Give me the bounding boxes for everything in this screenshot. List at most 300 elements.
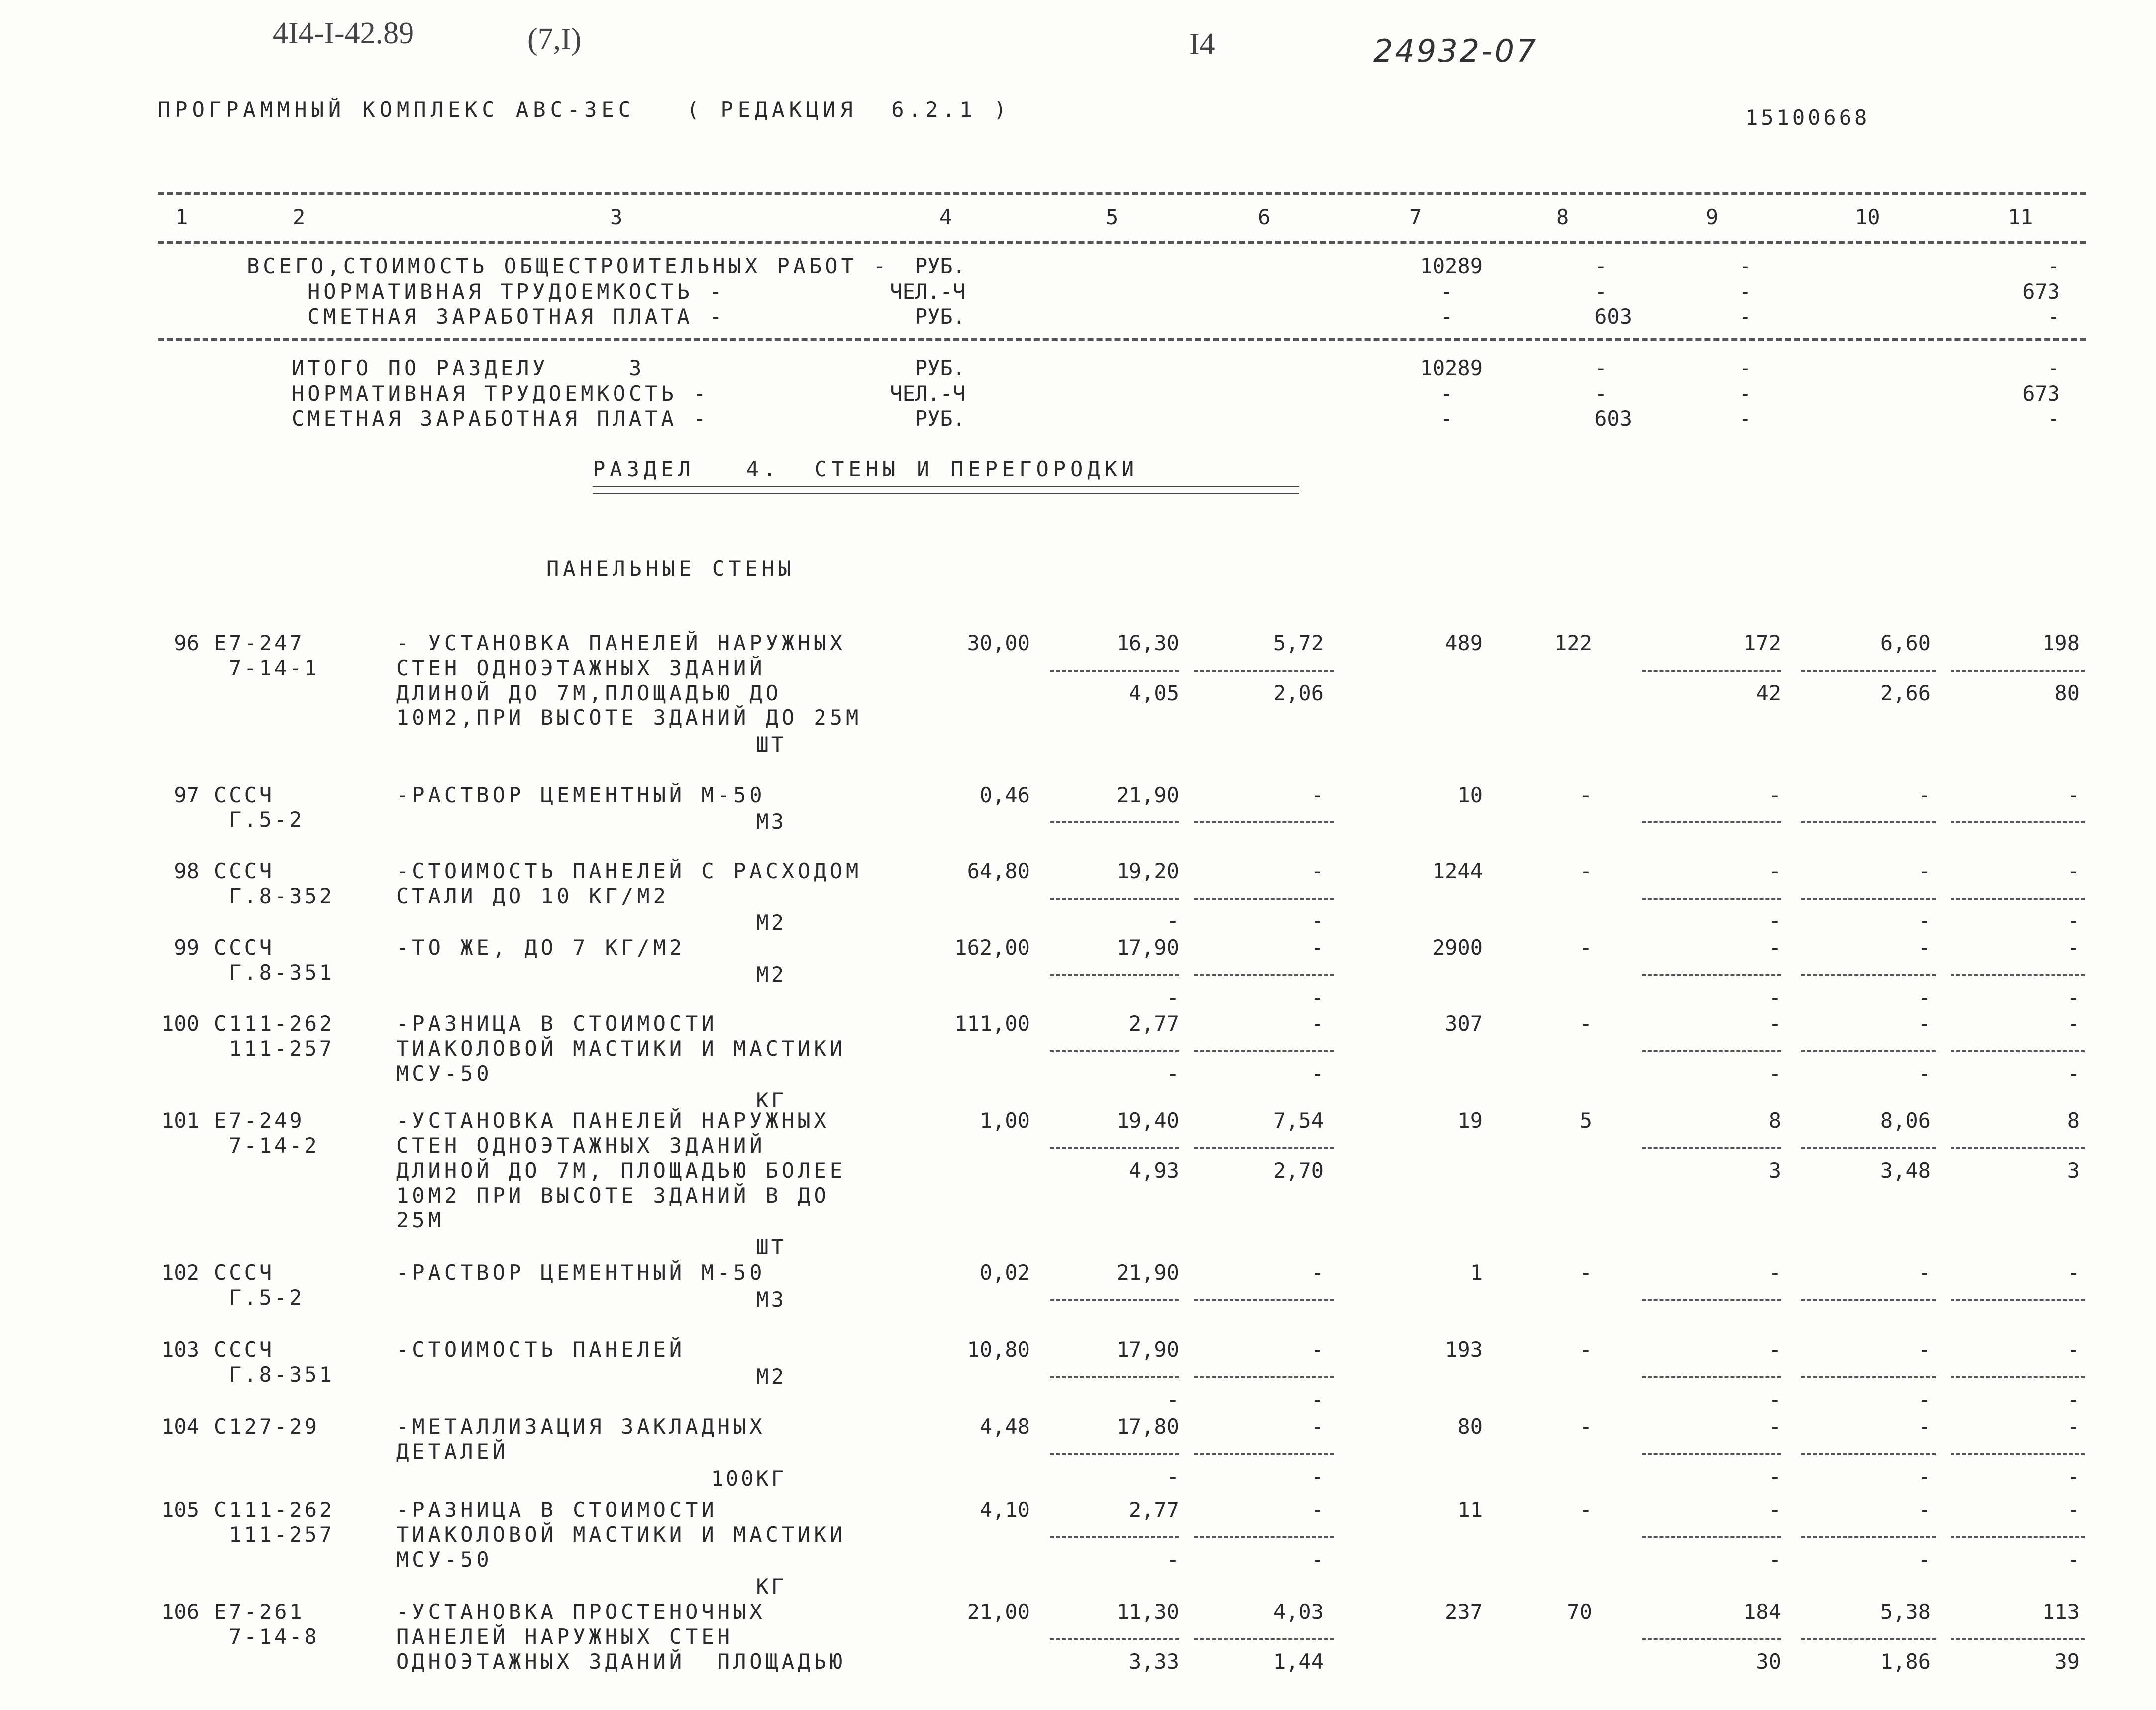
- unit-cost: 19,20: [1116, 859, 1179, 883]
- total-wages: 122: [1554, 631, 1592, 655]
- unit-cost: 21,90: [1116, 1260, 1179, 1285]
- unit-machine-wages: 2,70: [1273, 1158, 1324, 1183]
- summary-value: 10289: [1420, 254, 1483, 278]
- unit-labor-machine: 1,86: [1880, 1649, 1931, 1674]
- total-labor-machine: -: [2067, 1387, 2080, 1411]
- unit-machine-wages: 2,06: [1273, 681, 1324, 705]
- norm-code: СССЧ: [214, 935, 275, 960]
- header-bottom-rule: [158, 241, 2086, 244]
- summary-divider-rule: [158, 338, 2086, 341]
- total-wages: -: [1579, 1498, 1592, 1522]
- unit-labor: -: [1918, 1498, 1931, 1522]
- unit-machine-wages: -: [1311, 985, 1324, 1009]
- norm-code-sub: 111-257: [229, 1036, 335, 1061]
- total-labor: -: [2067, 1260, 2080, 1285]
- summary-unit: РУБ.: [915, 304, 965, 329]
- total-cost: 237: [1445, 1600, 1483, 1624]
- unit-labor-machine: -: [1918, 1061, 1931, 1086]
- total-machine-wages: -: [1768, 908, 1781, 933]
- unit-machine-cost: -: [1311, 1414, 1324, 1439]
- summary-label: НОРМАТИВНАЯ ТРУДОЕМКОСТЬ -: [308, 279, 725, 303]
- unit-machine-wages: -: [1311, 1547, 1324, 1572]
- cell-divider-rule: [1194, 1453, 1334, 1455]
- part-number: (7,I): [527, 22, 582, 56]
- total-machine-cost: -: [1768, 1337, 1781, 1362]
- unit-machine-wages: -: [1311, 1387, 1324, 1411]
- total-machine-wages: -: [1768, 1061, 1781, 1086]
- unit-labor: 6,60: [1880, 631, 1931, 655]
- unit-of-measure: 100КГ: [711, 1466, 786, 1491]
- total-labor-machine: -: [2067, 908, 2080, 933]
- norm-code: Е7-249: [214, 1108, 305, 1133]
- cell-divider-rule: [1194, 1376, 1334, 1378]
- quantity: 64,80: [967, 859, 1030, 883]
- norm-code-sub: Г.5-2: [229, 1285, 305, 1309]
- column-number: 10: [1855, 205, 1880, 229]
- summary-unit: РУБ.: [915, 254, 965, 278]
- cell-divider-rule: [1194, 974, 1334, 976]
- unit-machine-cost: 7,54: [1273, 1108, 1324, 1133]
- cell-divider-rule: [1801, 1299, 1936, 1301]
- unit-of-measure: КГ: [756, 1088, 786, 1112]
- column-number: 3: [610, 205, 623, 229]
- quantity: 0,02: [979, 1260, 1030, 1285]
- total-cost: 193: [1445, 1337, 1483, 1362]
- quantity: 21,00: [967, 1600, 1030, 1624]
- cell-divider-rule: [1050, 1299, 1179, 1301]
- total-machine-wages: -: [1768, 985, 1781, 1009]
- cell-divider-rule: [1801, 670, 1936, 672]
- norm-code-sub: Г.8-351: [229, 1362, 335, 1387]
- section-title: РАЗДЕЛ 4. СТЕНЫ И ПЕРЕГОРОДКИ: [593, 457, 1139, 481]
- work-description: -ТО ЖЕ, ДО 7 КГ/М2: [396, 935, 686, 960]
- summary-value: -: [1594, 356, 1607, 380]
- total-cost: 1: [1470, 1260, 1483, 1285]
- summary-value: -: [1594, 381, 1607, 405]
- total-cost: 307: [1445, 1011, 1483, 1036]
- quantity: 30,00: [967, 631, 1030, 655]
- cell-divider-rule: [1050, 898, 1179, 900]
- cell-divider-rule: [1642, 1050, 1781, 1052]
- page-number: I4: [1189, 27, 1215, 61]
- unit-machine-cost: -: [1311, 1260, 1324, 1285]
- cell-divider-rule: [1194, 1536, 1334, 1538]
- total-cost: 489: [1445, 631, 1483, 655]
- unit-machine-wages: -: [1311, 1464, 1324, 1489]
- summary-label: СМЕТНАЯ ЗАРАБОТНАЯ ПЛАТА -: [308, 304, 725, 329]
- total-wages: -: [1579, 1414, 1592, 1439]
- quantity: 162,00: [954, 935, 1030, 960]
- column-number: 6: [1258, 205, 1271, 229]
- cell-divider-rule: [1801, 1453, 1936, 1455]
- cell-divider-rule: [1801, 1147, 1936, 1149]
- total-wages: 5: [1579, 1108, 1592, 1133]
- work-description: -МЕТАЛЛИЗАЦИЯ ЗАКЛАДНЫХ ДЕТАЛЕЙ: [396, 1414, 766, 1464]
- summary-value: -: [2047, 304, 2060, 329]
- work-description: - УСТАНОВКА ПАНЕЛЕЙ НАРУЖНЫХ СТЕН ОДНОЭТАЖНЫХ ЗДАНИЙ ДЛИНОЙ ДО 7М,ПЛОЩАДЬЮ ДО 10М2,ПРИ ВЫСОТЕ ЗДАНИЙ ДО 25М: [396, 631, 862, 730]
- cell-divider-rule: [1194, 1147, 1334, 1149]
- total-cost: 2900: [1432, 935, 1483, 960]
- total-machine-cost: 184: [1744, 1600, 1781, 1624]
- total-cost: 80: [1457, 1414, 1483, 1439]
- total-labor: -: [2067, 1414, 2080, 1439]
- summary-value: -: [1440, 381, 1453, 405]
- summary-value: -: [1739, 304, 1751, 329]
- cell-divider-rule: [1050, 1536, 1179, 1538]
- cell-divider-rule: [1194, 1638, 1334, 1640]
- total-labor-machine: -: [2067, 985, 2080, 1009]
- summary-value: -: [2047, 356, 2060, 380]
- unit-cost-wages: -: [1166, 1387, 1179, 1411]
- row-number: 100: [161, 1011, 199, 1036]
- cell-divider-rule: [1642, 1638, 1781, 1640]
- summary-label: ВСЕГО,СТОИМОСТЬ ОБЩЕСТРОИТЕЛЬНЫХ РАБОТ -: [247, 254, 890, 278]
- unit-cost: 19,40: [1116, 1108, 1179, 1133]
- unit-cost-wages: -: [1166, 1464, 1179, 1489]
- work-description: -РАСТВОР ЦЕМЕНТНЫЙ М-50: [396, 783, 766, 807]
- total-cost: 19: [1457, 1108, 1483, 1133]
- cell-divider-rule: [1951, 1376, 2085, 1378]
- cell-divider-rule: [1642, 974, 1781, 976]
- unit-labor-machine: -: [1918, 1464, 1931, 1489]
- norm-code: СССЧ: [214, 859, 275, 883]
- cell-divider-rule: [1050, 974, 1179, 976]
- norm-code-sub: 7-14-1: [229, 656, 319, 680]
- cell-divider-rule: [1951, 1638, 2085, 1640]
- row-number: 105: [161, 1498, 199, 1522]
- unit-labor: 5,38: [1880, 1600, 1931, 1624]
- unit-cost-wages: 4,05: [1129, 681, 1179, 705]
- quantity: 4,10: [979, 1498, 1030, 1522]
- total-machine-cost: -: [1768, 859, 1781, 883]
- summary-value: -: [2047, 406, 2060, 431]
- unit-labor-machine: -: [1918, 908, 1931, 933]
- cell-divider-rule: [1050, 1147, 1179, 1149]
- unit-cost: 16,30: [1116, 631, 1179, 655]
- total-wages: -: [1579, 1337, 1592, 1362]
- unit-cost-wages: -: [1166, 985, 1179, 1009]
- cell-divider-rule: [1951, 1299, 2085, 1301]
- cell-divider-rule: [1050, 1050, 1179, 1052]
- total-wages: -: [1579, 1011, 1592, 1036]
- row-number: 103: [161, 1337, 199, 1362]
- unit-machine-cost: -: [1311, 1011, 1324, 1036]
- summary-value: -: [1739, 254, 1751, 278]
- total-wages: -: [1579, 859, 1592, 883]
- summary-value: -: [1440, 406, 1453, 431]
- total-labor: 113: [2042, 1600, 2080, 1624]
- unit-labor: -: [1918, 859, 1931, 883]
- total-wages: 70: [1567, 1600, 1592, 1624]
- quantity: 4,48: [979, 1414, 1030, 1439]
- total-labor-machine: 3: [2067, 1158, 2080, 1183]
- cell-divider-rule: [1050, 1376, 1179, 1378]
- total-labor-machine: -: [2067, 1547, 2080, 1572]
- total-labor-machine: -: [2067, 1464, 2080, 1489]
- total-machine-wages: 42: [1756, 681, 1781, 705]
- total-wages: -: [1579, 1260, 1592, 1285]
- norm-code: С111-262: [214, 1498, 335, 1522]
- total-labor-machine: 80: [2054, 681, 2080, 705]
- total-cost: 1244: [1432, 859, 1483, 883]
- column-number: 9: [1706, 205, 1719, 229]
- section-title-underline: [593, 485, 1299, 494]
- total-labor: -: [2067, 1337, 2080, 1362]
- cell-divider-rule: [1801, 1050, 1936, 1052]
- unit-labor: -: [1918, 783, 1931, 807]
- unit-of-measure: М3: [756, 809, 786, 834]
- total-machine-cost: 8: [1768, 1108, 1781, 1133]
- total-machine-wages: -: [1768, 1464, 1781, 1489]
- row-number: 104: [161, 1414, 199, 1439]
- summary-value: -: [1739, 356, 1751, 380]
- total-machine-wages: 30: [1756, 1649, 1781, 1674]
- quantity: 111,00: [954, 1011, 1030, 1036]
- row-number: 97: [174, 783, 199, 807]
- cell-divider-rule: [1642, 1536, 1781, 1538]
- cell-divider-rule: [1050, 821, 1179, 823]
- total-machine-wages: 3: [1768, 1158, 1781, 1183]
- unit-labor: -: [1918, 1414, 1931, 1439]
- work-description: -РАЗНИЦА В СТОИМОСТИ ТИАКОЛОВОЙ МАСТИКИ И МАСТИКИ МСУ-50: [396, 1498, 846, 1572]
- work-description: -УСТАНОВКА ПРОСТЕНОЧНЫХ ПАНЕЛЕЙ НАРУЖНЫХ СТЕН ОДНОЭТАЖНЫХ ЗДАНИЙ ПЛОЩАДЬЮ: [396, 1600, 846, 1674]
- total-machine-wages: -: [1768, 1387, 1781, 1411]
- cell-divider-rule: [1951, 974, 2085, 976]
- unit-cost-wages: 4,93: [1129, 1158, 1179, 1183]
- cell-divider-rule: [1642, 1299, 1781, 1301]
- work-description: -УСТАНОВКА ПАНЕЛЕЙ НАРУЖНЫХ СТЕН ОДНОЭТАЖНЫХ ЗДАНИЙ ДЛИНОЙ ДО 7М, ПЛОЩАДЬЮ БОЛЕЕ 10М2 ПРИ ВЫСОТЕ ЗДАНИЙ В ДО 25М: [396, 1108, 846, 1232]
- unit-cost: 2,77: [1129, 1011, 1179, 1036]
- cell-divider-rule: [1951, 1050, 2085, 1052]
- summary-label: ИТОГО ПО РАЗДЕЛУ 3: [292, 356, 645, 380]
- unit-labor: 8,06: [1880, 1108, 1931, 1133]
- unit-cost: 17,80: [1116, 1414, 1179, 1439]
- table-top-rule: [158, 192, 2086, 195]
- cell-divider-rule: [1194, 1050, 1334, 1052]
- unit-machine-wages: -: [1311, 1061, 1324, 1086]
- unit-machine-wages: -: [1311, 908, 1324, 933]
- norm-code-sub: 7-14-2: [229, 1133, 319, 1158]
- cell-divider-rule: [1951, 1536, 2085, 1538]
- cell-divider-rule: [1801, 974, 1936, 976]
- unit-of-measure: ШТ: [756, 732, 786, 757]
- quantity: 10,80: [967, 1337, 1030, 1362]
- total-machine-wages: -: [1768, 1547, 1781, 1572]
- summary-unit: РУБ.: [915, 406, 965, 431]
- subsection-title: ПАНЕЛЬНЫЕ СТЕНЫ: [546, 556, 795, 581]
- summary-value: -: [1739, 279, 1751, 303]
- summary-value: 673: [2022, 381, 2060, 405]
- cell-divider-rule: [1050, 1453, 1179, 1455]
- unit-labor-machine: -: [1918, 985, 1931, 1009]
- total-labor: -: [2067, 783, 2080, 807]
- row-number: 96: [174, 631, 199, 655]
- cell-divider-rule: [1951, 1147, 2085, 1149]
- row-number: 98: [174, 859, 199, 883]
- unit-labor: -: [1918, 935, 1931, 960]
- summary-value: -: [1594, 279, 1607, 303]
- cell-divider-rule: [1642, 1376, 1781, 1378]
- total-wages: -: [1579, 783, 1592, 807]
- norm-code-sub: Г.8-351: [229, 960, 335, 985]
- total-machine-cost: -: [1768, 1414, 1781, 1439]
- norm-code-sub: Г.8-352: [229, 884, 335, 908]
- cell-divider-rule: [1642, 898, 1781, 900]
- unit-cost: 17,90: [1116, 1337, 1179, 1362]
- total-machine-cost: -: [1768, 1011, 1781, 1036]
- summary-value: -: [1594, 254, 1607, 278]
- unit-cost: 2,77: [1129, 1498, 1179, 1522]
- unit-machine-cost: -: [1311, 935, 1324, 960]
- norm-code: СССЧ: [214, 783, 275, 807]
- work-description: -РАСТВОР ЦЕМЕНТНЫЙ М-50: [396, 1260, 766, 1285]
- cell-divider-rule: [1050, 670, 1179, 672]
- summary-value: -: [1440, 304, 1453, 329]
- unit-machine-cost: 4,03: [1273, 1600, 1324, 1624]
- norm-code: С111-262: [214, 1011, 335, 1036]
- unit-cost-wages: -: [1166, 908, 1179, 933]
- cell-divider-rule: [1642, 1453, 1781, 1455]
- unit-labor: -: [1918, 1337, 1931, 1362]
- cell-divider-rule: [1194, 821, 1334, 823]
- unit-cost: 11,30: [1116, 1600, 1179, 1624]
- summary-label: СМЕТНАЯ ЗАРАБОТНАЯ ПЛАТА -: [292, 406, 710, 431]
- cell-divider-rule: [1801, 1638, 1936, 1640]
- quantity: 0,46: [979, 783, 1030, 807]
- summary-label: НОРМАТИВНАЯ ТРУДОЕМКОСТЬ -: [292, 381, 710, 405]
- total-labor: -: [2067, 1011, 2080, 1036]
- unit-machine-cost: -: [1311, 859, 1324, 883]
- column-number: 1: [175, 205, 188, 229]
- summary-value: 603: [1594, 406, 1632, 431]
- norm-code: Е7-247: [214, 631, 305, 655]
- unit-of-measure: М2: [756, 962, 786, 987]
- summary-value: -: [2047, 254, 2060, 278]
- total-machine-cost: 172: [1744, 631, 1781, 655]
- column-number: 8: [1556, 205, 1569, 229]
- total-machine-cost: -: [1768, 935, 1781, 960]
- cell-divider-rule: [1951, 1453, 2085, 1455]
- total-labor: 198: [2042, 631, 2080, 655]
- unit-labor-machine: -: [1918, 1547, 1931, 1572]
- total-cost: 11: [1457, 1498, 1483, 1522]
- norm-code: СССЧ: [214, 1337, 275, 1362]
- summary-unit: ЧЕЛ.-Ч: [890, 381, 965, 405]
- unit-labor: -: [1918, 1011, 1931, 1036]
- unit-machine-cost: 5,72: [1273, 631, 1324, 655]
- cell-divider-rule: [1801, 1376, 1936, 1378]
- unit-machine-wages: 1,44: [1273, 1649, 1324, 1674]
- unit-of-measure: М2: [756, 1364, 786, 1389]
- summary-unit: РУБ.: [915, 356, 965, 380]
- handwritten-number: 24932-07: [1373, 33, 1538, 69]
- unit-of-measure: ШТ: [756, 1235, 786, 1259]
- unit-of-measure: М2: [756, 910, 786, 935]
- norm-code-sub: 111-257: [229, 1522, 335, 1547]
- program-title: ПРОГРАММНЫЙ КОМПЛЕКС АВС-ЗЕС ( РЕДАКЦИЯ 6.2.1 ): [158, 98, 1011, 122]
- cell-divider-rule: [1642, 1147, 1781, 1149]
- unit-machine-cost: -: [1311, 1498, 1324, 1522]
- total-wages: -: [1579, 935, 1592, 960]
- unit-cost-wages: -: [1166, 1547, 1179, 1572]
- work-description: -СТОИМОСТЬ ПАНЕЛЕЙ С РАСХОДОМ СТАЛИ ДО 10 КГ/М2: [396, 859, 862, 908]
- cell-divider-rule: [1194, 898, 1334, 900]
- unit-cost-wages: 3,33: [1129, 1649, 1179, 1674]
- norm-code: С127-29: [214, 1414, 320, 1439]
- row-number: 102: [161, 1260, 199, 1285]
- unit-machine-cost: -: [1311, 1337, 1324, 1362]
- cell-divider-rule: [1050, 1638, 1179, 1640]
- norm-code: Е7-261: [214, 1600, 305, 1624]
- column-number: 5: [1106, 205, 1119, 229]
- unit-cost: 17,90: [1116, 935, 1179, 960]
- cell-divider-rule: [1951, 670, 2085, 672]
- column-number: 11: [2008, 205, 2033, 229]
- cell-divider-rule: [1801, 898, 1936, 900]
- norm-code-sub: 7-14-8: [229, 1624, 319, 1649]
- unit-labor-machine: 3,48: [1880, 1158, 1931, 1183]
- total-machine-cost: -: [1768, 783, 1781, 807]
- summary-value: -: [1739, 406, 1751, 431]
- total-labor: -: [2067, 935, 2080, 960]
- cell-divider-rule: [1642, 821, 1781, 823]
- cell-divider-rule: [1951, 821, 2085, 823]
- cell-divider-rule: [1194, 670, 1334, 672]
- cell-divider-rule: [1801, 1536, 1936, 1538]
- summary-value: 673: [2022, 279, 2060, 303]
- summary-value: -: [1739, 381, 1751, 405]
- total-cost: 10: [1457, 783, 1483, 807]
- summary-value: 10289: [1420, 356, 1483, 380]
- total-machine-cost: -: [1768, 1498, 1781, 1522]
- unit-of-measure: КГ: [756, 1574, 786, 1599]
- column-number: 7: [1409, 205, 1422, 229]
- summary-value: -: [1440, 279, 1453, 303]
- unit-machine-cost: -: [1311, 783, 1324, 807]
- summary-unit: ЧЕЛ.-Ч: [890, 279, 965, 303]
- total-labor: -: [2067, 1498, 2080, 1522]
- column-number: 4: [939, 205, 952, 229]
- total-machine-cost: -: [1768, 1260, 1781, 1285]
- unit-cost: 21,90: [1116, 783, 1179, 807]
- column-number: 2: [293, 205, 306, 229]
- quantity: 1,00: [979, 1108, 1030, 1133]
- unit-cost-wages: -: [1166, 1061, 1179, 1086]
- norm-code-sub: Г.5-2: [229, 807, 305, 832]
- work-description: -РАЗНИЦА В СТОИМОСТИ ТИАКОЛОВОЙ МАСТИКИ И МАСТИКИ МСУ-50: [396, 1011, 846, 1086]
- row-number: 101: [161, 1108, 199, 1133]
- work-description: -СТОИМОСТЬ ПАНЕЛЕЙ: [396, 1337, 686, 1362]
- unit-labor-machine: 2,66: [1880, 681, 1931, 705]
- cell-divider-rule: [1951, 898, 2085, 900]
- total-labor: 8: [2067, 1108, 2080, 1133]
- program-code: 15100668: [1745, 105, 1870, 130]
- total-labor: -: [2067, 859, 2080, 883]
- norm-code: СССЧ: [214, 1260, 275, 1285]
- cell-divider-rule: [1642, 670, 1781, 672]
- summary-value: 603: [1594, 304, 1632, 329]
- cell-divider-rule: [1801, 821, 1936, 823]
- row-number: 106: [161, 1600, 199, 1624]
- total-labor-machine: -: [2067, 1061, 2080, 1086]
- row-number: 99: [174, 935, 199, 960]
- unit-labor-machine: -: [1918, 1387, 1931, 1411]
- cell-divider-rule: [1194, 1299, 1334, 1301]
- unit-labor: -: [1918, 1260, 1931, 1285]
- unit-of-measure: М3: [756, 1287, 786, 1311]
- total-labor-machine: 39: [2054, 1649, 2080, 1674]
- document-code: 4I4-I-42.89: [273, 16, 414, 50]
